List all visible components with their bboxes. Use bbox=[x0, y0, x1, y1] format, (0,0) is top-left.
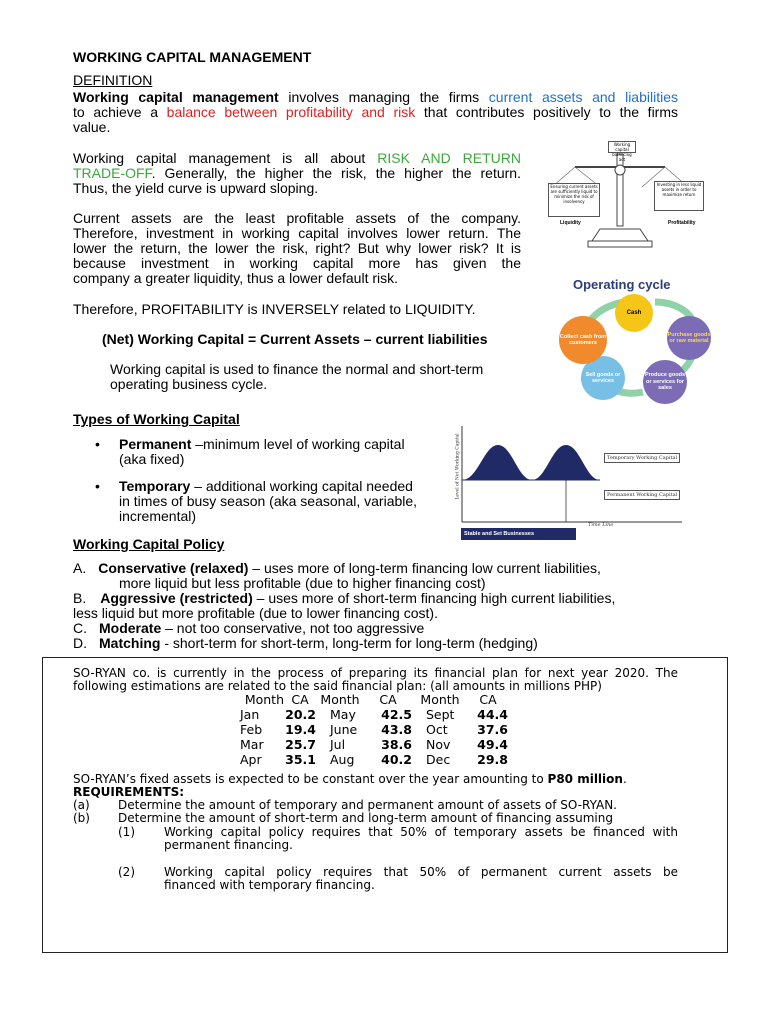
paragraph-line: operating business cycle. bbox=[110, 376, 268, 392]
risk-text: Working capital management is all about bbox=[73, 150, 378, 166]
sub2-label: (2) bbox=[118, 865, 135, 879]
scale-right-label: Investing in less liquid assets in order to maximize return bbox=[654, 181, 704, 211]
table-cell-month: Dec bbox=[426, 752, 451, 767]
type-text: in times of busy season (aka seasonal, variable, bbox=[119, 493, 418, 509]
paragraph-line: Working capital policy requires that 50% of temporary assets be financed with bbox=[164, 825, 678, 839]
type-permanent bbox=[119, 437, 405, 467]
definition-text: that contributes positively to the firms bbox=[415, 104, 679, 120]
table-cell-month: May bbox=[330, 707, 356, 722]
wc-chart-xlabel: Time Line bbox=[588, 522, 614, 528]
req-a-text: Determine the amount of temporary and permanent amount of assets of SO-RYAN. bbox=[118, 798, 617, 812]
problem-intro bbox=[73, 667, 678, 693]
table-header-row bbox=[240, 692, 508, 707]
bullet-icon: • bbox=[95, 478, 100, 494]
sub1-label: (1) bbox=[118, 825, 135, 839]
risk-return-paragraph bbox=[73, 151, 521, 196]
table-header: CA bbox=[379, 692, 397, 707]
table-cell-value: 20.2 bbox=[285, 707, 316, 722]
working-capital-use bbox=[110, 362, 483, 392]
cycle-node-label: Collect cash from customers bbox=[559, 333, 607, 346]
table-cell-value: 40.2 bbox=[381, 752, 412, 767]
table-cell-month: Aug bbox=[330, 752, 355, 767]
risk-text: . Generally, the higher the risk, the higher the return. bbox=[151, 165, 521, 181]
table-row bbox=[240, 752, 508, 767]
paragraph-line: because investment in working capital more has given the bbox=[73, 255, 521, 271]
policy-text: – uses more of short-term financing high current liabilities, bbox=[252, 590, 616, 606]
table-cell-value: 35.1 bbox=[285, 752, 316, 767]
table-row bbox=[240, 722, 508, 737]
type-temporary bbox=[119, 479, 417, 524]
ca-table bbox=[240, 692, 508, 767]
policy-term: Aggressive (restricted) bbox=[100, 590, 253, 606]
operating-cycle-title: Operating cycle bbox=[573, 277, 671, 292]
paragraph-line: Working capital policy requires that 50% of permanent current assets be bbox=[164, 865, 678, 879]
sub2-text bbox=[164, 866, 678, 892]
cycle-node-label: Cash bbox=[626, 309, 642, 316]
table-header: CA bbox=[479, 692, 497, 707]
table-cell-month: Sept bbox=[426, 707, 455, 722]
table-header: CA bbox=[291, 692, 309, 707]
policy-text: – uses more of long-term financing low current liabilities, bbox=[248, 560, 601, 576]
requirements-heading: REQUIREMENTS: bbox=[73, 785, 185, 799]
type-text: (aka fixed) bbox=[119, 451, 185, 467]
table-cell-value: 25.7 bbox=[285, 737, 316, 752]
cycle-node-label: Produce goods or services for sales bbox=[644, 372, 686, 392]
operating-cycle-diagram bbox=[555, 270, 725, 410]
table-cell-value: 19.4 bbox=[285, 722, 316, 737]
policy-heading: Working Capital Policy bbox=[73, 536, 225, 552]
policy-text: more liquid but less profitable (due to higher financing cost) bbox=[119, 575, 486, 591]
definition-paragraph bbox=[73, 90, 678, 135]
policy-aggressive bbox=[73, 591, 693, 621]
cycle-node-purchase bbox=[667, 316, 711, 360]
type-term: Temporary bbox=[119, 478, 191, 494]
table-row bbox=[240, 707, 508, 722]
table-cell-month: Jul bbox=[330, 737, 346, 752]
definition-text: to achieve a bbox=[73, 104, 167, 120]
definition-heading: DEFINITION bbox=[73, 72, 153, 88]
cycle-node-cash bbox=[615, 294, 653, 332]
paragraph-line: financed with temporary financing. bbox=[164, 878, 375, 892]
policy-conservative bbox=[73, 561, 693, 591]
scale-left-label: Ensuring current assets are sufficiently liquid to minimize the risk of insolvency bbox=[548, 183, 600, 217]
paragraph-line: Therefore, investment in working capital involves lower return. The bbox=[73, 225, 521, 241]
policy-text: - short-term for short-term, long-term for long-term (hedging) bbox=[160, 635, 538, 651]
paragraph-line: following estimations are related to the said financial plan: (all amounts in millions PHP) bbox=[73, 679, 602, 693]
policy-term: Moderate bbox=[99, 620, 162, 636]
table-row bbox=[240, 737, 508, 752]
scale-left-caption: Liquidity bbox=[560, 220, 581, 226]
definition-text: value. bbox=[73, 119, 111, 135]
policy-letter: C. bbox=[73, 620, 87, 636]
cycle-node-collect bbox=[559, 316, 607, 364]
types-heading: Types of Working Capital bbox=[73, 411, 240, 427]
policy-letter: B. bbox=[73, 590, 87, 606]
cycle-node-produce bbox=[643, 360, 687, 404]
table-header: Month bbox=[320, 692, 360, 707]
table-cell-month: Nov bbox=[426, 737, 451, 752]
paragraph-line: lower the return, the lower the risk, right? But why lower risk? It is bbox=[73, 240, 521, 256]
table-header: Month bbox=[244, 692, 284, 707]
definition-highlight-balance: balance between profitability and risk bbox=[166, 104, 416, 120]
table-cell-value: 42.5 bbox=[381, 707, 412, 722]
cycle-node-label: Purchase goods or raw material bbox=[667, 331, 711, 344]
table-cell-month: Apr bbox=[240, 752, 262, 767]
type-text: – additional working capital needed bbox=[190, 478, 413, 494]
wc-chart-temp-label: Temporary Working Capital bbox=[604, 453, 680, 463]
table-cell-month: Mar bbox=[240, 737, 264, 752]
type-text: incremental) bbox=[119, 508, 197, 524]
policy-letter: A. bbox=[73, 560, 87, 576]
page-title: WORKING CAPITAL MANAGEMENT bbox=[73, 49, 312, 65]
req-a-label: (a) bbox=[73, 798, 90, 812]
paragraph-line: Current assets are the least profitable assets of the company. bbox=[73, 210, 521, 226]
sub1-text bbox=[164, 826, 678, 852]
paragraph-line: permanent financing. bbox=[164, 838, 293, 852]
type-term: Permanent bbox=[119, 436, 192, 452]
policy-term: Conservative (relaxed) bbox=[98, 560, 249, 576]
wc-chart-svg bbox=[450, 420, 690, 545]
scale-top-label: Working capital balancing act bbox=[608, 141, 636, 153]
policy-text: less liquid but more profitable (due to lower financing cost). bbox=[73, 605, 438, 621]
req-b-text: Determine the amount of short-term and long-term amount of financing assuming bbox=[118, 811, 613, 825]
wc-chart-footer: Stable and Set Businesses bbox=[461, 528, 576, 540]
definition-text: involves managing the firms bbox=[278, 89, 489, 105]
table-cell-value: 49.4 bbox=[477, 737, 508, 752]
type-text: –minimum level of working capital bbox=[191, 436, 405, 452]
working-capital-chart bbox=[450, 420, 690, 545]
policy-letter: D. bbox=[73, 635, 87, 651]
risk-return-highlight: RISK AND RETURN bbox=[377, 150, 521, 166]
fixed-text: . bbox=[622, 772, 627, 786]
cycle-node-label: Sell goods or services bbox=[585, 371, 621, 384]
scale-right-caption: Profitability bbox=[668, 220, 696, 226]
tradeoff-highlight: TRADE-OFF bbox=[73, 165, 152, 181]
fixed-amount: P80 million bbox=[547, 772, 623, 786]
paragraph-line: company a greater liquidity, thus a lower default risk. bbox=[73, 270, 399, 286]
table-cell-month: June bbox=[330, 722, 358, 737]
current-assets-paragraph bbox=[73, 211, 521, 286]
definition-highlight-assets: current assets and liabilities bbox=[488, 89, 678, 105]
fixed-text: SO-RYAN’s fixed assets is expected to be constant over the year amounting to bbox=[73, 772, 548, 786]
table-cell-value: 38.6 bbox=[381, 737, 412, 752]
table-cell-value: 43.8 bbox=[381, 722, 412, 737]
policy-text: – not too conservative, not too aggressive bbox=[161, 620, 425, 636]
policy-moderate bbox=[73, 621, 424, 636]
table-cell-month: Jan bbox=[240, 707, 260, 722]
definition-term: Working capital management bbox=[73, 89, 279, 105]
table-header: Month bbox=[420, 692, 460, 707]
policy-matching bbox=[73, 636, 538, 651]
policy-term: Matching bbox=[99, 635, 161, 651]
paragraph-line: Working capital is used to finance the normal and short-term bbox=[110, 361, 484, 377]
table-cell-month: Feb bbox=[240, 722, 263, 737]
table-cell-value: 37.6 bbox=[477, 722, 508, 737]
profitability-statement: Therefore, PROFITABILITY is INVERSELY related to LIQUIDITY. bbox=[73, 301, 476, 317]
req-b-label: (b) bbox=[73, 811, 90, 825]
table-cell-month: Oct bbox=[426, 722, 448, 737]
table-cell-value: 29.8 bbox=[477, 752, 508, 767]
working-capital-formula: (Net) Working Capital = Current Assets – current liabilities bbox=[102, 331, 488, 347]
table-cell-value: 44.4 bbox=[477, 707, 508, 722]
risk-text: Thus, the yield curve is upward sloping. bbox=[73, 180, 319, 196]
bullet-icon: • bbox=[95, 436, 100, 452]
balance-scale-image bbox=[540, 137, 710, 257]
wc-chart-perm-label: Permanent Working Capital bbox=[604, 490, 680, 500]
paragraph-line: SO-RYAN co. is currently in the process of preparing its financial plan for next year 2020. The bbox=[73, 666, 678, 680]
wc-chart-ylabel: Level of Net Working Capital bbox=[455, 433, 461, 500]
